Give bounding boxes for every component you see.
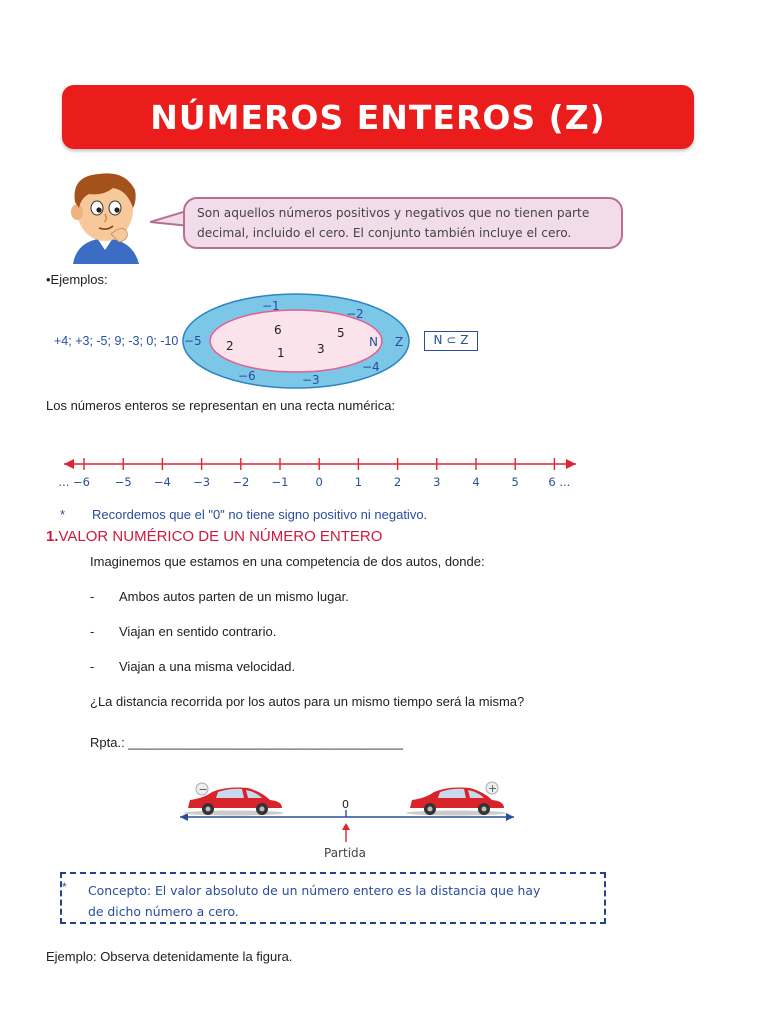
- outer-number: −4: [362, 360, 380, 374]
- definition-bubble: Son aquellos números positivos y negativos que no tienen parte decimal, incluido el cero. El conjunto también incluye el cero.: [183, 197, 623, 249]
- title-banner: [62, 85, 694, 149]
- note-star: *: [60, 507, 66, 522]
- example-footer: Ejemplo: Observa detenidamente la figura.: [46, 949, 293, 964]
- number-line-tick-label: −3: [193, 475, 211, 489]
- concept-text: Concepto: El valor absoluto de un número entero es la distancia que hay de dicho número a cero.: [88, 883, 541, 919]
- plus-sign: +: [488, 782, 498, 795]
- start-label: Partida: [324, 846, 366, 860]
- bullet-dash: -: [90, 659, 95, 674]
- cars-figure: [178, 778, 518, 862]
- minus-sign: −: [198, 783, 208, 796]
- number-line-tick-label: 2: [393, 475, 402, 489]
- right-arrow-icon: [506, 813, 514, 821]
- number-line-tick-label: 1: [354, 475, 363, 489]
- subset-notation: N ⊂ Z: [424, 331, 478, 351]
- bullet-item: Viajan en sentido contrario.: [119, 624, 277, 639]
- inner-number: 2: [226, 339, 234, 353]
- right-arrow-icon: [566, 459, 576, 469]
- number-line-tick-label: 0: [315, 475, 323, 489]
- number-line-tick-label: 6 ...: [548, 475, 571, 489]
- number-line-tick-label: −4: [153, 475, 171, 489]
- number-line-tick-label: 5: [511, 475, 519, 489]
- bullet-item: Ambos autos parten de un mismo lugar.: [119, 589, 349, 604]
- bullet-dash: -: [90, 624, 95, 639]
- up-arrow-icon: [342, 823, 350, 830]
- bullet-item: Viajan a una misma velocidad.: [119, 659, 296, 674]
- set-diagram: [180, 291, 412, 391]
- number-line-tick-label: −2: [232, 475, 250, 489]
- inner-number: 3: [317, 342, 325, 356]
- boy-thinking-illustration: [55, 168, 155, 266]
- intro-text: Imaginemos que estamos en una competencia de dos autos, donde:: [90, 554, 485, 569]
- outer-number: −3: [302, 373, 320, 387]
- outer-number: −5: [184, 334, 202, 348]
- outer-number: −1: [262, 299, 280, 313]
- number-line-tick-label: 4: [472, 475, 480, 489]
- answer-line: Rpta.: ______________________________________: [90, 735, 404, 750]
- question-text: ¿La distancia recorrida por los autos para un mismo tiempo será la misma?: [90, 694, 525, 709]
- examples-label: •Ejemplos:: [46, 272, 108, 287]
- number-line-tick-label: −1: [271, 475, 289, 489]
- number-line-tick-label: ... −6: [58, 475, 90, 489]
- zero-label: 0: [342, 798, 349, 811]
- concept-star: *: [62, 880, 67, 894]
- number-line-tick-label: 3: [433, 475, 441, 489]
- outer-number: −2: [346, 307, 364, 321]
- examples-list: +4; +3; -5; 9; -3; 0; -10: [54, 334, 179, 348]
- section-title: VALOR NUMÉRICO DE UN NÚMERO ENTERO: [58, 528, 383, 545]
- left-arrow-icon: [64, 459, 74, 469]
- bullet-dash: -: [90, 589, 95, 604]
- number-line: [40, 448, 600, 494]
- note-zero: Recordemos que el "0" no tiene signo positivo ni negativo.: [92, 507, 428, 522]
- set-n-label: N: [369, 335, 378, 349]
- number-line-intro: Los números enteros se representan en una recta numérica:: [46, 398, 396, 413]
- inner-number: 5: [337, 326, 345, 340]
- outer-number: −6: [238, 369, 256, 383]
- inner-number: 6: [274, 323, 282, 337]
- inner-number: 1: [277, 346, 285, 360]
- number-line-tick-label: −5: [114, 475, 132, 489]
- set-z-label: Z: [395, 335, 404, 349]
- page-title: NÚMEROS ENTEROS (Z): [150, 97, 606, 137]
- section-number: 1.: [46, 528, 59, 545]
- section-heading: [46, 528, 382, 545]
- left-arrow-icon: [180, 813, 188, 821]
